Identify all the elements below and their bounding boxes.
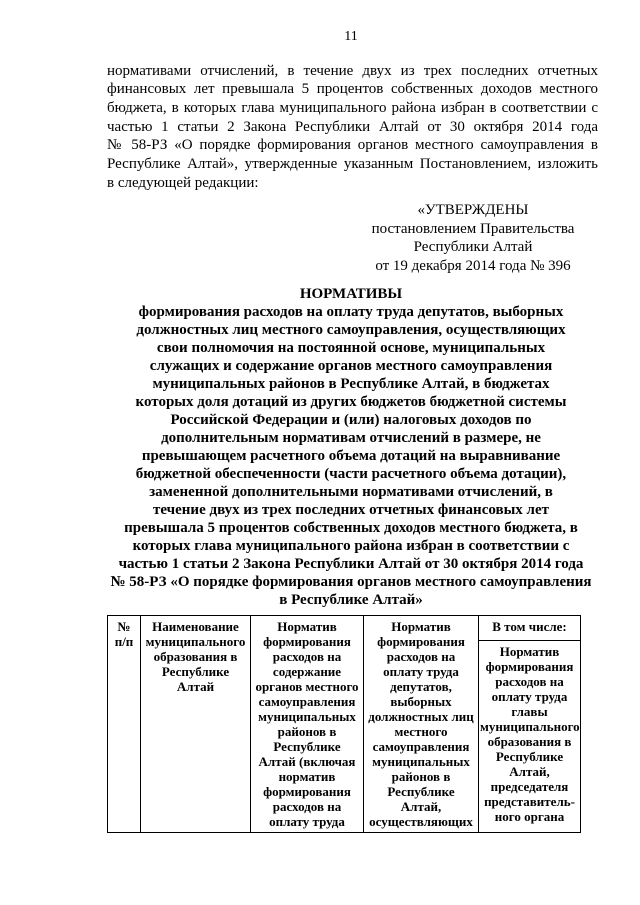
header-line: Алтай (включая bbox=[258, 754, 356, 769]
header-line: самоуправления bbox=[372, 739, 470, 754]
approval-line: «УТВЕРЖДЕНЫ bbox=[417, 202, 529, 218]
header-line: самоуправления bbox=[258, 694, 356, 709]
header-line: Наименование bbox=[152, 619, 239, 634]
header-line: формирования bbox=[485, 659, 574, 674]
paragraph-line: бюджета, в которых глава муниципального района избран в соответствии с bbox=[107, 99, 598, 116]
heading-line: муниципальных районов в Республике Алтай, в бюджетах bbox=[152, 376, 550, 392]
heading-line: превышающем расчетного объема дотаций на выравнивание bbox=[141, 448, 561, 464]
header-line: должностных лиц bbox=[368, 709, 474, 724]
paragraph-line: нормативами отчислений, в течение двух из трех последних отчетных bbox=[107, 62, 598, 79]
paragraph-line: № 58-РЗ «О порядке формирования органов местного самоуправления в bbox=[107, 137, 598, 154]
table-header-row bbox=[108, 616, 581, 641]
header-line: Норматив bbox=[499, 644, 560, 659]
header-line: осуществляющих bbox=[369, 814, 473, 829]
header-line: местного bbox=[394, 724, 448, 739]
header-line: оплату труда bbox=[491, 689, 568, 704]
header-cell-head-salary-normative bbox=[479, 641, 581, 833]
header-line: Алтай bbox=[176, 679, 215, 694]
heading-line: Российской Федерации и (или) налоговых доходов по bbox=[170, 412, 532, 428]
header-line: депутатов, bbox=[390, 679, 452, 694]
header-line: Республике bbox=[273, 739, 341, 754]
header-line: оплату труда bbox=[383, 664, 459, 679]
header-line: выборных bbox=[390, 694, 452, 709]
paragraph-line: финансовых лет превышала 5 процентов собственных доходов местного bbox=[107, 81, 598, 98]
document-heading bbox=[87, 285, 615, 609]
header-line: ного органа bbox=[494, 809, 565, 824]
header-line: формирования bbox=[263, 634, 351, 649]
header-line: норматив bbox=[278, 769, 336, 784]
document-title: НОРМАТИВЫ bbox=[299, 286, 403, 302]
header-line: муниципального bbox=[480, 719, 580, 734]
page-number: 11 bbox=[344, 29, 358, 44]
heading-line: которых доля дотаций из других бюджетов бюджетной системы bbox=[135, 394, 567, 410]
heading-line: которых глава муниципального района избран в соответствии с bbox=[132, 538, 570, 554]
header-line: муниципальных bbox=[258, 709, 356, 724]
header-line: районов в bbox=[391, 769, 451, 784]
heading-line: № 58-РЗ «О порядке формирования органов местного самоуправления bbox=[110, 574, 592, 590]
header-line: органов местного bbox=[255, 679, 359, 694]
header-line: расходов на bbox=[495, 674, 564, 689]
header-line: образования в bbox=[153, 649, 238, 664]
header-cell-number bbox=[108, 616, 141, 833]
heading-line: течение двух из трех последних отчетных финансовых лет bbox=[153, 502, 549, 518]
header-line: Норматив bbox=[391, 619, 451, 634]
body-paragraph bbox=[107, 62, 598, 193]
heading-line: превышала 5 процентов собственных доходов местного бюджета, в bbox=[124, 520, 578, 536]
header-line: муниципального bbox=[145, 634, 246, 649]
header-line: оплату труда bbox=[269, 814, 345, 829]
paragraph-line: в следующей редакции: bbox=[107, 174, 259, 191]
header-cell-maintenance-normative bbox=[251, 616, 364, 833]
header-line: муниципальных bbox=[372, 754, 470, 769]
approval-line: постановлением Правительства bbox=[371, 220, 575, 237]
header-line: Республике bbox=[161, 664, 230, 679]
header-line: Алтай, bbox=[400, 799, 442, 814]
header-line: № bbox=[117, 619, 131, 634]
heading-line: дополнительным нормативам отчислений в размере, не bbox=[161, 430, 541, 446]
header-line: расходов на bbox=[272, 799, 342, 814]
header-cell-deputies-normative bbox=[364, 616, 479, 833]
header-line: п/п bbox=[114, 634, 134, 649]
heading-line: в Республике Алтай» bbox=[279, 592, 423, 608]
header-line: главы bbox=[511, 704, 548, 719]
heading-line: свои полномочия на постоянной основе, муниципальных bbox=[156, 340, 546, 356]
normatives-table bbox=[107, 615, 581, 833]
paragraph-line: Республике Алтай», утвержденные указанным Постановлением, изложить bbox=[107, 156, 598, 173]
header-line: В том числе: bbox=[492, 619, 567, 634]
header-line: Алтай, bbox=[509, 764, 550, 779]
header-line: Республике bbox=[387, 784, 455, 799]
header-line: представитель- bbox=[484, 794, 575, 809]
heading-line: бюджетной обеспеченности (части расчетного объема дотации), bbox=[135, 466, 567, 482]
header-line: председателя bbox=[490, 779, 569, 794]
header-line: районов в bbox=[277, 724, 337, 739]
header-line: расходов на bbox=[272, 649, 342, 664]
header-line: Республике bbox=[495, 749, 564, 764]
heading-line: служащих и содержание органов местного самоуправления bbox=[149, 358, 553, 374]
header-line: формирования bbox=[377, 634, 465, 649]
heading-line: частью 1 статьи 2 Закона Республики Алтай от 30 октября 2014 года bbox=[118, 556, 584, 572]
heading-line: замененной дополнительными нормативами отчислений, в bbox=[149, 484, 553, 500]
header-line: формирования bbox=[263, 784, 351, 799]
header-line: расходов на bbox=[386, 649, 456, 664]
heading-line: должностных лиц местного самоуправления, осуществляющих bbox=[136, 322, 566, 338]
approval-line: от 19 декабря 2014 года № 396 bbox=[375, 257, 571, 274]
header-line: содержание bbox=[272, 664, 342, 679]
approval-line: Республики Алтай bbox=[413, 239, 533, 255]
header-cell-municipality bbox=[141, 616, 251, 833]
header-line: образования в bbox=[487, 734, 572, 749]
heading-line: формирования расходов на оплату труда депутатов, выборных bbox=[138, 304, 564, 320]
paragraph-line: частью 1 статьи 2 Закона Республики Алтай от 30 октября 2014 года bbox=[107, 118, 598, 135]
approval-block bbox=[366, 201, 580, 275]
header-line: Норматив bbox=[277, 619, 337, 634]
header-cell-including bbox=[479, 616, 581, 641]
